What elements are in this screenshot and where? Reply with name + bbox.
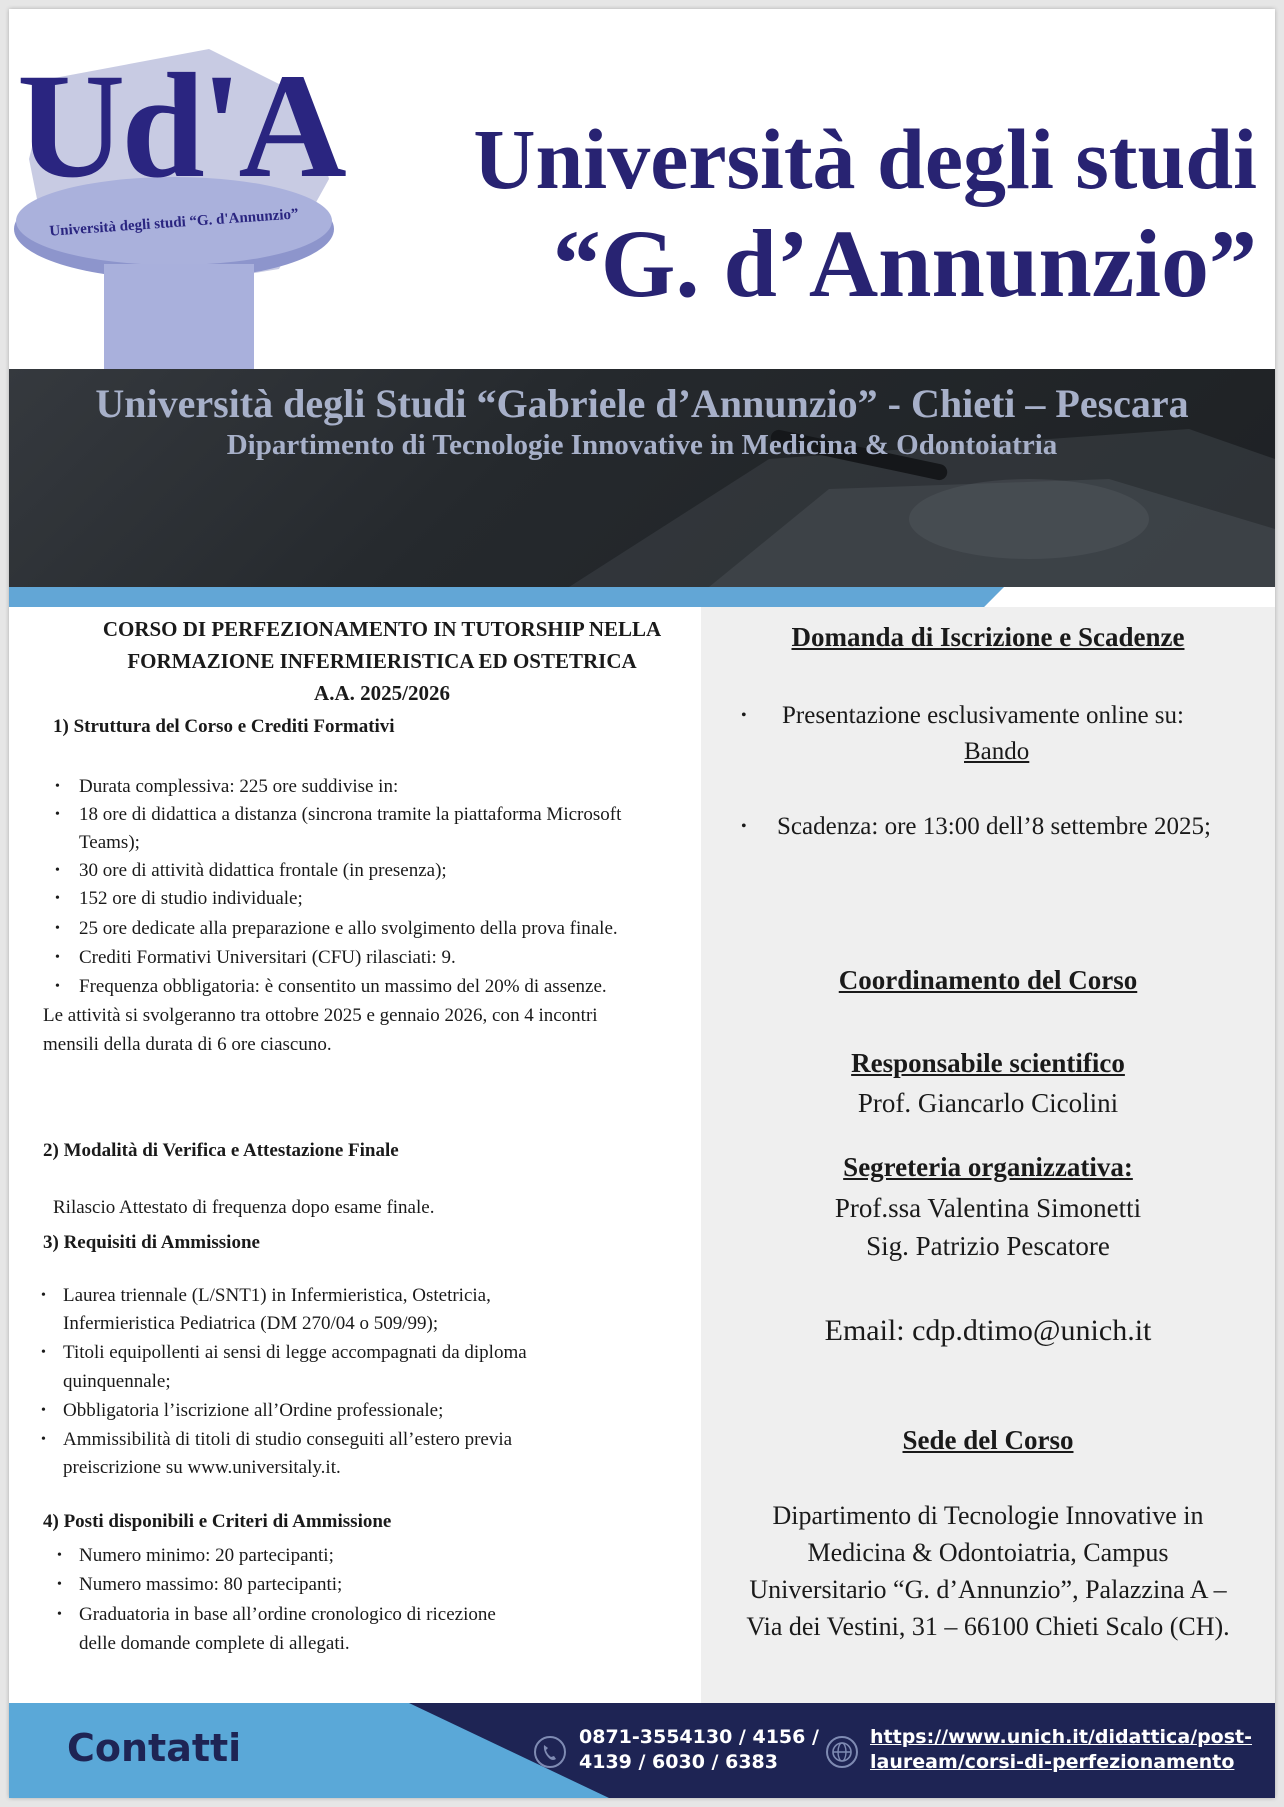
schedule-note-line2: mensili della durata di 6 ore ciascuno. — [43, 1034, 332, 1055]
bullet-dot: • — [55, 921, 60, 936]
phone-icon — [533, 1735, 567, 1769]
responsabile-name: Prof. Giancarlo Cicolini — [857, 1088, 1119, 1118]
bando-link[interactable]: Bando — [964, 738, 1030, 765]
bullet-dot: • — [41, 1403, 46, 1418]
website-link-line-1[interactable]: https://www.unich.it/didattica/post- — [870, 1726, 1253, 1748]
list-item: Durata complessiva: 225 ore suddivise in: — [79, 776, 399, 797]
bullet-dot: • — [41, 1432, 46, 1447]
sede-line-4: Via dei Vestini, 31 – 66100 Chieti Scalo (CH). — [746, 1612, 1230, 1641]
university-title-line2: “G. d’Annunzio” — [552, 210, 1257, 317]
bullet-dot: • — [55, 779, 60, 794]
section4-heading: 4) Posti disponibili e Criteri di Ammissione — [43, 1511, 392, 1532]
segreteria-name-2: Sig. Patrizio Pescatore — [866, 1231, 1110, 1261]
bullet-dot: • — [57, 1577, 62, 1592]
banner-title: Università degli Studi “Gabriele d’Annunzio” - Chieti – Pescara — [95, 381, 1189, 426]
email-text[interactable]: Email: cdp.dtimo@unich.it — [824, 1314, 1152, 1347]
schedule-note-line1: Le attività si svolgeranno tra ottobre 2025 e gennaio 2026, con 4 incontri — [43, 1005, 598, 1026]
list-item-continuation: quinquennale; — [63, 1371, 171, 1392]
bullet-dot: • — [55, 979, 60, 994]
bullet-dot: • — [41, 1345, 46, 1360]
segreteria-name-1: Prof.ssa Valentina Simonetti — [834, 1193, 1142, 1223]
list-item: Laurea triennale (L/SNT1) in Infermieristica, Ostetricia, — [63, 1285, 491, 1306]
sede-line-3: Universitario “G. d’Annunzio”, Palazzina A – — [749, 1575, 1227, 1604]
responsabile-heading: Responsabile scientifico — [851, 1048, 1125, 1078]
list-item: Crediti Formativi Universitari (CFU) rilasciati: 9. — [79, 947, 456, 968]
header — [9, 9, 1275, 369]
section2-text: Rilascio Attestato di frequenza dopo esame finale. — [53, 1197, 435, 1218]
flyer-page — [9, 9, 1275, 1798]
contatti-label: Contatti — [67, 1726, 242, 1770]
banner — [9, 369, 1275, 587]
bullet-dot: • — [741, 707, 747, 724]
list-item: Titoli equipollenti ai sensi di legge accompagnati da diploma — [63, 1342, 527, 1363]
sede-line-2: Medicina & Odontoiatria, Campus — [807, 1538, 1169, 1567]
list-item: 18 ore di didattica a distanza (sincrona tramite la piattaforma Microsoft — [79, 804, 622, 825]
bullet-dot: • — [741, 818, 747, 835]
list-item: Numero minimo: 20 partecipanti; — [79, 1545, 334, 1566]
list-item-continuation: Teams); — [79, 832, 140, 853]
list-item-continuation: preiscrizione su www.universitaly.it. — [63, 1457, 341, 1478]
course-title-line1: CORSO DI PERFEZIONAMENTO IN TUTORSHIP NELLA — [102, 617, 662, 641]
presentazione-text: Presentazione esclusivamente online su: — [782, 702, 1184, 729]
university-title-line1: Università degli studi — [473, 111, 1257, 207]
bullet-dot: • — [55, 891, 60, 906]
bullet-dot: • — [55, 950, 60, 965]
domanda-heading: Domanda di Iscrizione e Scadenze — [791, 622, 1185, 652]
list-item: Graduatoria in base all’ordine cronologico di ricezione — [79, 1604, 496, 1625]
globe-icon — [825, 1735, 859, 1769]
list-item: 30 ore di attività didattica frontale (in presenza); — [79, 860, 447, 881]
university-logo — [9, 39, 349, 369]
sede-line-1: Dipartimento di Tecnologie Innovative in — [772, 1501, 1204, 1530]
list-item: Ammissibilità di titoli di studio conseguiti all’estero previa — [63, 1429, 513, 1450]
list-item: Numero massimo: 80 partecipanti; — [79, 1574, 343, 1595]
scadenza-text: Scadenza: ore 13:00 dell’8 settembre 2025; — [777, 813, 1211, 840]
list-item-continuation: delle domande complete di allegati. — [79, 1633, 350, 1654]
logo-caption: Università degli studi “G. d'Annunzio” — [48, 206, 300, 240]
list-item-continuation: Infermieristica Pediatrica (DM 270/04 o 509/99); — [63, 1313, 439, 1334]
list-item: Frequenza obbligatoria: è consentito un massimo del 20% di assenze. — [79, 976, 607, 997]
list-item: 25 ore dedicate alla preparazione e allo svolgimento della prova finale. — [79, 918, 618, 939]
course-year: A.A. 2025/2026 — [314, 681, 450, 705]
section1-heading: 1) Struttura del Corso e Crediti Formativi — [53, 716, 395, 737]
bullet-dot: • — [41, 1288, 46, 1303]
list-item: 152 ore di studio individuale; — [79, 888, 303, 909]
list-item: Obbligatoria l’iscrizione all’Ordine professionale; — [63, 1400, 444, 1421]
bullet-dot: • — [57, 1548, 62, 1563]
coordinamento-heading: Coordinamento del Corso — [838, 965, 1138, 995]
segreteria-heading: Segreteria organizzativa: — [843, 1152, 1133, 1182]
banner-subtitle: Dipartimento di Tecnologie Innovative in Medicina & Odontoiatria — [226, 429, 1058, 461]
website-link-line-2[interactable]: lauream/corsi-di-perfezionamento — [870, 1751, 1235, 1773]
section2-heading: 2) Modalità di Verifica e Attestazione Finale — [43, 1140, 399, 1161]
phone-line-1[interactable]: 0871-3554130 / 4156 / — [579, 1726, 819, 1748]
blue-stripe-divider — [9, 587, 1004, 607]
bullet-dot: • — [55, 863, 60, 878]
bullet-dot: • — [55, 807, 60, 822]
phone-line-2[interactable]: 4139 / 6030 / 6383 — [579, 1751, 778, 1773]
logo-letters: Ud'A — [17, 43, 343, 209]
bullet-dot: • — [57, 1607, 62, 1622]
section3-heading: 3) Requisiti di Ammissione — [43, 1232, 260, 1253]
sede-heading: Sede del Corso — [902, 1425, 1074, 1455]
course-title-line2: FORMAZIONE INFERMIERISTICA ED OSTETRICA — [127, 649, 637, 673]
footer — [9, 1703, 1275, 1798]
